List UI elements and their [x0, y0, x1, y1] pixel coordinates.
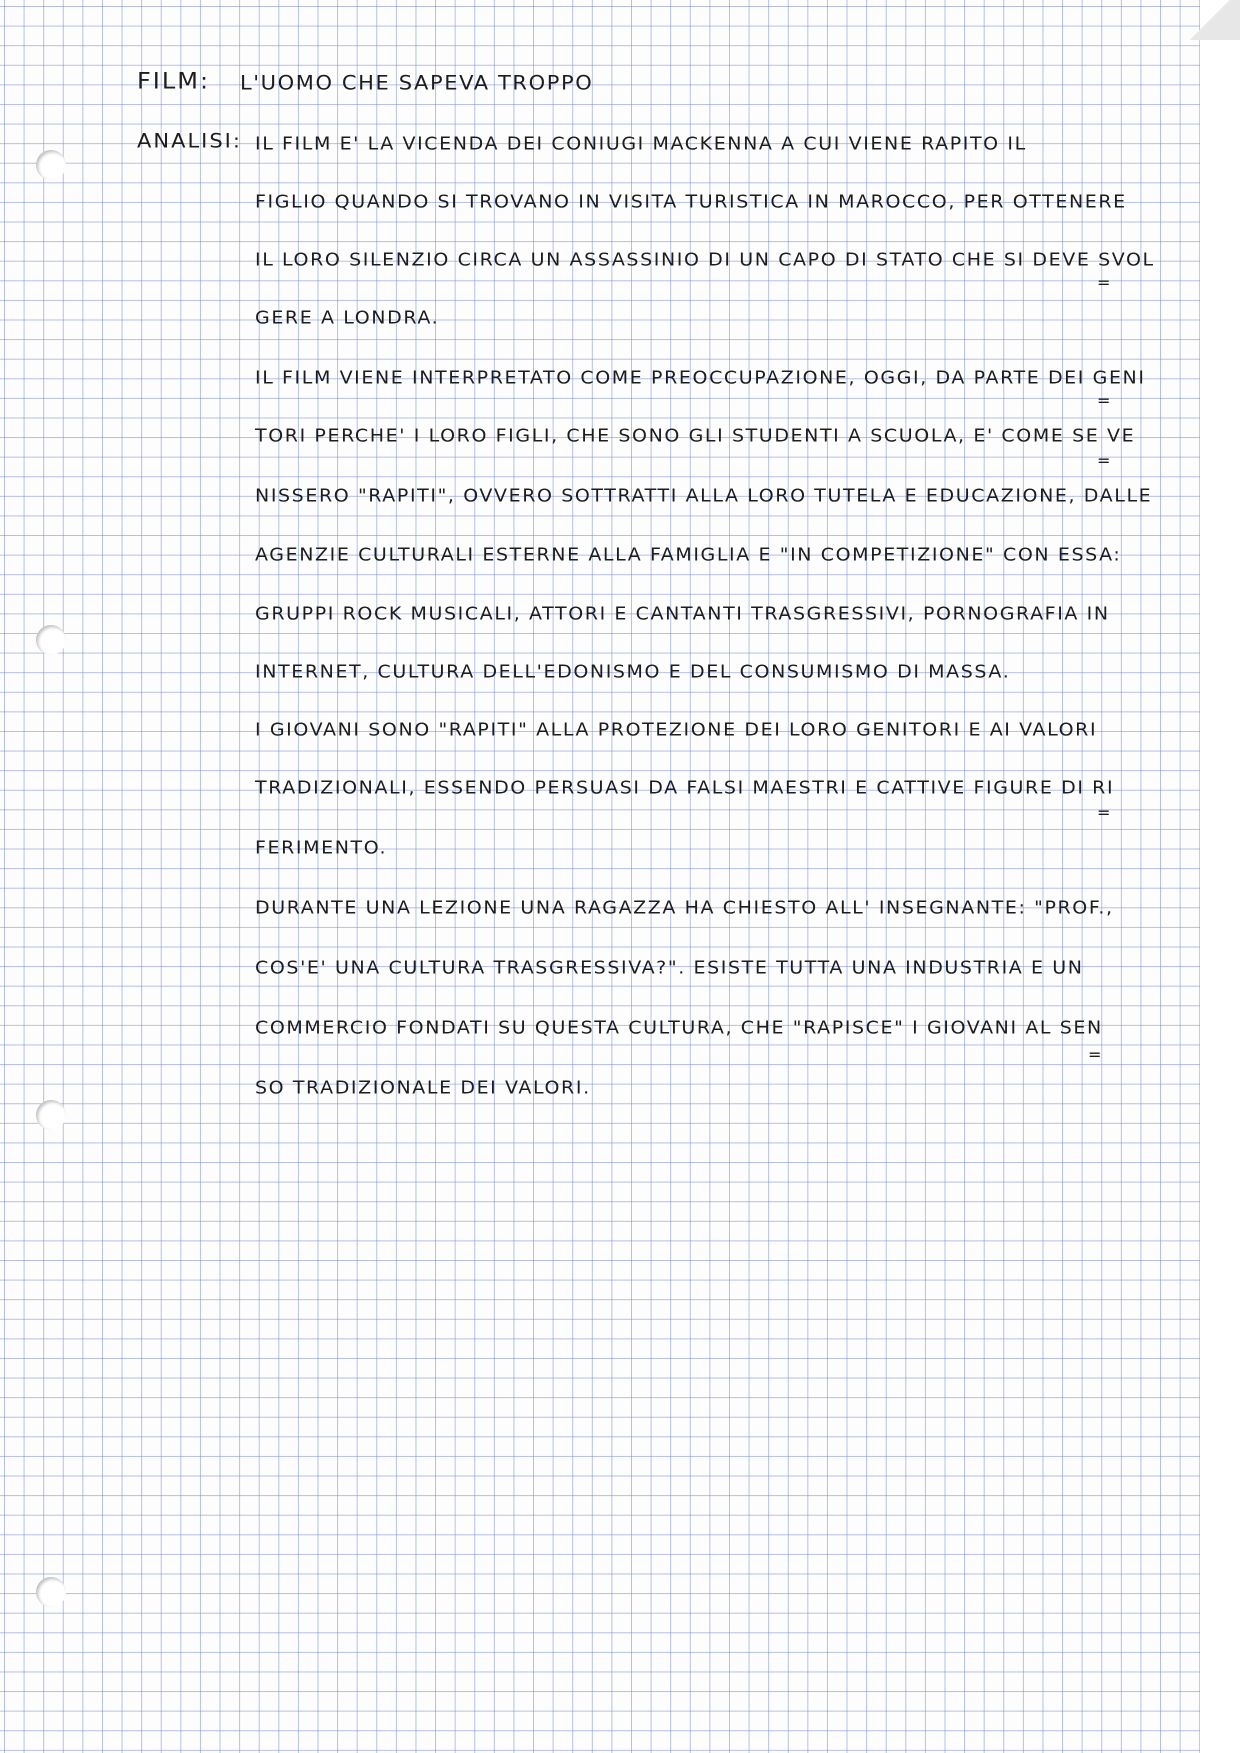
text-line: INTERNET, CULTURA DELL'EDONISMO E DEL CONSUMISMO DI MASSA. [255, 661, 1011, 682]
binder-hole [36, 1100, 66, 1130]
hyphen-mark: = [1097, 803, 1111, 822]
binder-hole [36, 1577, 66, 1607]
page-margin [1200, 0, 1240, 1753]
text-line: DURANTE UNA LEZIONE UNA RAGAZZA HA CHIESTO ALL' INSEGNANTE: "PROF., [255, 897, 1114, 918]
hyphen-mark: = [1097, 391, 1111, 410]
text-line: IL FILM E' LA VICENDA DEI CONIUGI MACKENNA A CUI VIENE RAPITO IL [255, 133, 1027, 154]
text-line: IL FILM VIENE INTERPRETATO COME PREOCCUPAZIONE, OGGI, DA PARTE DEI GENI [255, 367, 1146, 388]
hyphen-mark: = [1097, 451, 1111, 470]
text-line: SO TRADIZIONALE DEI VALORI. [255, 1077, 591, 1098]
binder-hole [36, 625, 66, 655]
text-line: I GIOVANI SONO "RAPITI" ALLA PROTEZIONE DEI LORO GENITORI E AI VALORI [255, 719, 1098, 740]
text-line: FIGLIO QUANDO SI TROVANO IN VISITA TURISTICA IN MAROCCO, PER OTTENERE [255, 191, 1127, 212]
text-line: GERE A LONDRA. [255, 307, 440, 328]
film-label: FILM: [137, 68, 211, 94]
text-line: TRADIZIONALI, ESSENDO PERSUASI DA FALSI MAESTRI E CATTIVE FIGURE DI RI [255, 777, 1115, 798]
text-line: COS'E' UNA CULTURA TRASGRESSIVA?". ESISTE TUTTA UNA INDUSTRIA E UN [255, 957, 1084, 978]
hyphen-mark: = [1097, 273, 1111, 292]
text-line: FERIMENTO. [255, 837, 388, 858]
text-line: GRUPPI ROCK MUSICALI, ATTORI E CANTANTI TRASGRESSIVI, PORNOGRAFIA IN [255, 603, 1110, 624]
text-line: IL LORO SILENZIO CIRCA UN ASSASSINIO DI UN CAPO DI STATO CHE SI DEVE SVOL [255, 249, 1155, 270]
analysis-label: ANALISI: [137, 129, 242, 152]
page-corner [1180, 0, 1240, 40]
text-line: AGENZIE CULTURALI ESTERNE ALLA FAMIGLIA E "IN COMPETIZIONE" CON ESSA: [255, 544, 1122, 565]
text-line: TORI PERCHE' I LORO FIGLI, CHE SONO GLI STUDENTI A SCUOLA, E' COME SE VE [255, 425, 1136, 446]
film-title: L'UOMO CHE SAPEVA TROPPO [240, 71, 594, 94]
text-line: NISSERO "RAPITI", OVVERO SOTTRATTI ALLA LORO TUTELA E EDUCAZIONE, DALLE [255, 485, 1153, 506]
hyphen-mark: = [1088, 1045, 1102, 1064]
text-line: COMMERCIO FONDATI SU QUESTA CULTURA, CHE "RAPISCE" I GIOVANI AL SEN [255, 1017, 1103, 1038]
binder-hole [36, 150, 66, 180]
